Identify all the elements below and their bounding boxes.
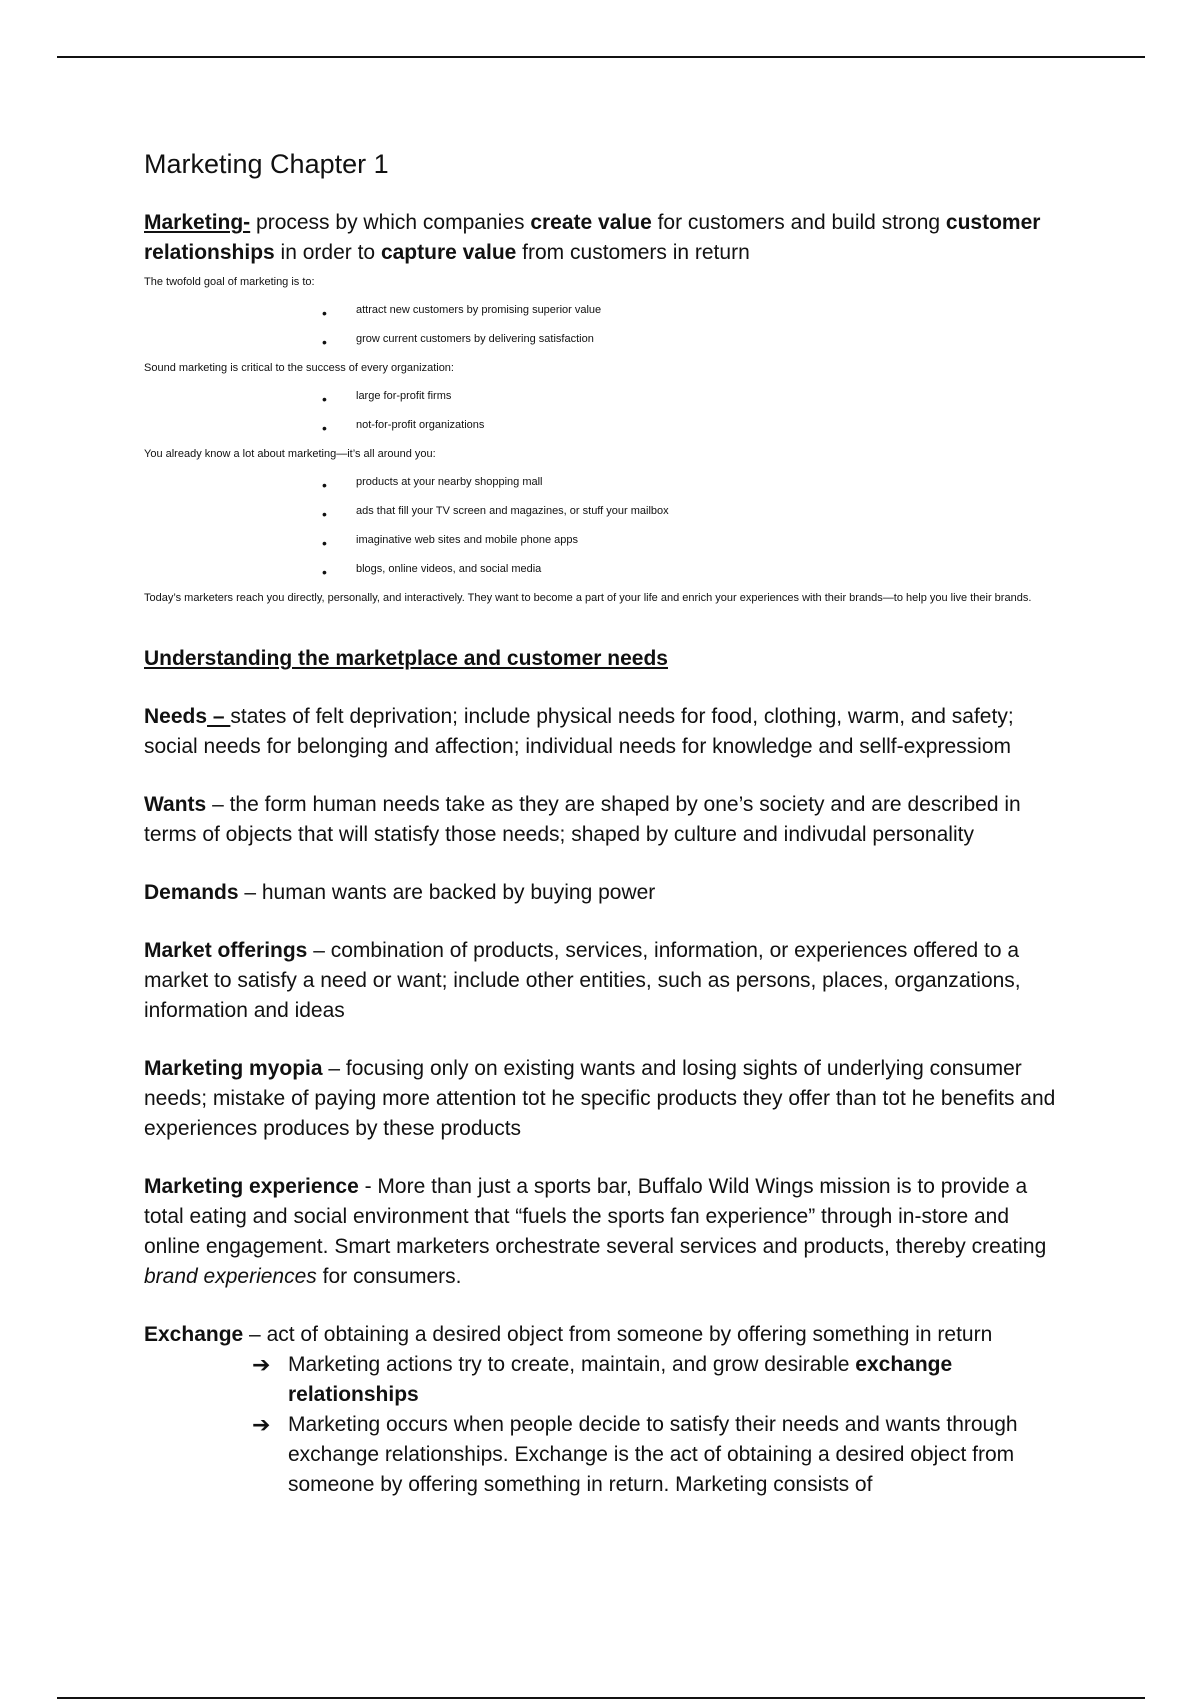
def-text: in order to xyxy=(274,241,381,264)
term-needs: Needs xyxy=(144,705,208,728)
term-marketing-experience: Marketing experience xyxy=(144,1175,359,1198)
exchange-list xyxy=(144,1350,1064,1500)
bullet-icon: • xyxy=(322,506,327,522)
twofold-intro: The twofold goal of marketing is to: xyxy=(144,276,315,288)
bullet-icon: • xyxy=(322,334,327,350)
list-item xyxy=(322,526,1064,555)
term-market-offerings: Market offerings xyxy=(144,939,308,962)
arrow-right-icon: ➔ xyxy=(252,1412,271,1437)
def-italic: brand experiences xyxy=(144,1265,317,1288)
list-item-text: Marketing actions try to create, maintain, and grow desirable xyxy=(288,1353,856,1376)
list-item xyxy=(252,1350,1064,1410)
page-title: Marketing Chapter 1 xyxy=(144,149,389,179)
def-text: - More than just a sports bar, Buffalo Wild Wings mission is to provide a total eating and social environment that “fuels the sports fan experience” through in-store and online engagement. Smart marketers orchestrate several services and products, thereby creating xyxy=(144,1175,1047,1258)
needs-dash: – xyxy=(207,705,231,728)
def-text: for consumers. xyxy=(316,1265,462,1288)
list-item-text: ads that fill your TV screen and magazines, or stuff your mailbox xyxy=(356,505,669,517)
list-item xyxy=(322,468,1064,497)
arrow-right-icon: ➔ xyxy=(252,1352,271,1377)
list-item xyxy=(322,382,1064,411)
list-item xyxy=(252,1410,1064,1500)
bullet-icon: • xyxy=(322,305,327,321)
twofold-list xyxy=(144,296,1064,354)
def-text: – combination of products, services, information, or experiences offered to a market to satisfy a need or want; include other entities, such as persons, places, organzations, information and ideas xyxy=(144,939,1021,1022)
list-item xyxy=(322,296,1064,325)
list-item-text: blogs, online videos, and social media xyxy=(356,563,542,575)
bullet-icon: • xyxy=(322,535,327,551)
marketing-definition xyxy=(144,208,1064,268)
def-text: – the form human needs take as they are shaped by one’s society and are described in terms of objects that will statisfy those needs; shaped by culture and indivudal personality xyxy=(144,793,1021,846)
bullet-icon: • xyxy=(322,420,327,436)
list-item-text: imaginative web sites and mobile phone apps xyxy=(356,534,578,546)
list-item-text: grow current customers by delivering satisfaction xyxy=(356,333,594,345)
term-marketing-myopia: Marketing myopia xyxy=(144,1057,323,1080)
document-body xyxy=(144,140,1064,1500)
def-text: – human wants are backed by buying power xyxy=(238,881,656,904)
footer-rule xyxy=(57,1697,1145,1699)
def-text: from customers in return xyxy=(516,241,750,264)
offerings-definition xyxy=(144,936,1064,1026)
needs-definition xyxy=(144,702,1064,762)
wants-definition xyxy=(144,790,1064,850)
experience-definition xyxy=(144,1172,1064,1292)
term-exchange: Exchange xyxy=(144,1323,244,1346)
list-item-text: Marketing occurs when people decide to satisfy their needs and wants through exchange relationships. Exchange is the act of obtaining a desired object from someone by offering something in return. Marketing consists of xyxy=(288,1413,1018,1496)
list-item xyxy=(322,325,1064,354)
bullet-icon: • xyxy=(322,564,327,580)
list-item-text: products at your nearby shopping mall xyxy=(356,476,543,488)
def-text: – focusing only on existing wants and losing sights of underlying consumer needs; mistake of paying more attention tot he specific products they offer than tot he benefits and experiences produces by these products xyxy=(144,1057,1056,1140)
exchange-definition xyxy=(144,1320,1064,1350)
term-marketing: Marketing- xyxy=(144,211,251,234)
header-rule xyxy=(57,56,1145,58)
around-intro: You already know a lot about marketing—it’s all around you: xyxy=(144,448,436,460)
list-item xyxy=(322,497,1064,526)
list-item-text: not-for-profit organizations xyxy=(356,419,485,431)
demands-definition xyxy=(144,878,1064,908)
def-text: – act of obtaining a desired object from someone by offering something in return xyxy=(243,1323,993,1346)
def-bold: capture value xyxy=(380,241,517,264)
sound-intro: Sound marketing is critical to the success of every organization: xyxy=(144,362,454,374)
list-item-bold: exchange relationships xyxy=(288,1353,953,1406)
around-list xyxy=(144,468,1064,584)
bullet-icon: • xyxy=(322,477,327,493)
list-item xyxy=(322,411,1064,440)
def-text: for customers and build strong xyxy=(651,211,946,234)
list-item xyxy=(322,555,1064,584)
myopia-definition xyxy=(144,1054,1064,1144)
def-text: process by which companies xyxy=(250,211,531,234)
list-item-text: large for-profit firms xyxy=(356,390,452,402)
def-bold: create value xyxy=(530,211,652,234)
bullet-icon: • xyxy=(322,391,327,407)
section-heading: Understanding the marketplace and customer needs xyxy=(144,647,668,670)
sound-list xyxy=(144,382,1064,440)
term-demands: Demands xyxy=(144,881,239,904)
def-text: states of felt deprivation; include physical needs for food, clothing, warm, and safety; social needs for belonging and affection; individual needs for knowledge and sellf-expressiom xyxy=(144,705,1014,758)
def-bold: customer relationships xyxy=(144,211,1041,264)
today-paragraph: Today’s marketers reach you directly, personally, and interactively. They want to become a part of your life and enrich your experiences with their brands—to help you live their brands. xyxy=(144,592,1032,604)
list-item-text: attract new customers by promising superior value xyxy=(356,304,602,316)
term-wants: Wants xyxy=(144,793,207,816)
